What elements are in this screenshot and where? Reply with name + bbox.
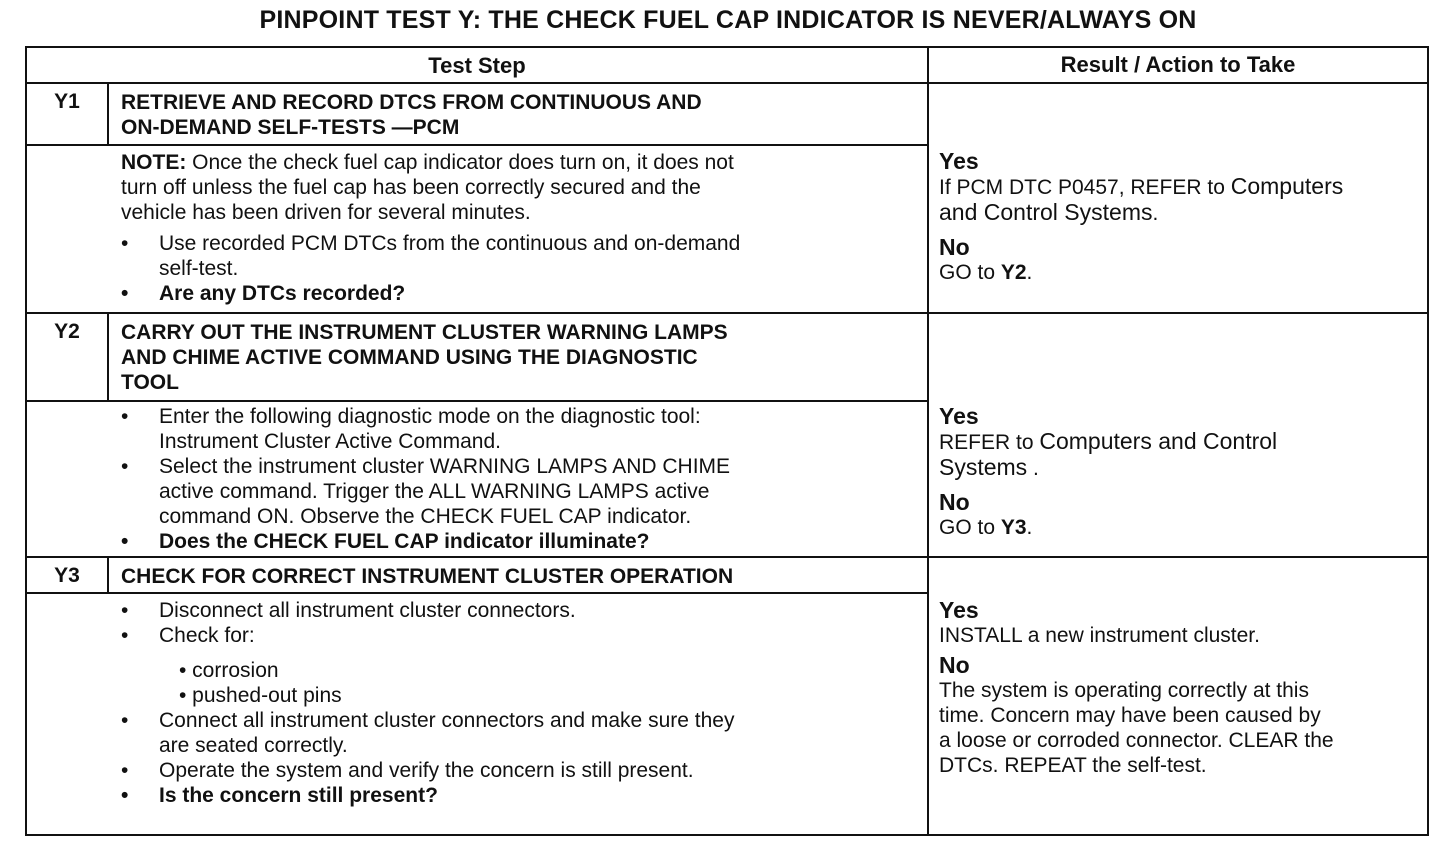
list-item-line: • Disconnect all instrument cluster connectors. — [159, 599, 576, 622]
list-item-question — [121, 281, 911, 306]
list-item-question — [121, 529, 911, 554]
goto-step-link[interactable]: Y2 — [1000, 261, 1027, 284]
step-id-y2: Y2 — [54, 320, 80, 343]
step-body-y3 — [121, 598, 911, 808]
step-title-line: CARRY OUT THE INSTRUMENT CLUSTER WARNING LAMPS — [121, 321, 728, 344]
goto-step-link[interactable]: Y3 — [1000, 516, 1027, 539]
reference-link[interactable]: Systems — [939, 454, 1028, 480]
list-item-line: Instrument Cluster Active Command. — [159, 430, 501, 453]
yes-text — [939, 455, 1427, 481]
no-text-part: . — [1026, 261, 1033, 284]
title-divider — [27, 592, 927, 594]
list-item — [121, 454, 911, 529]
list-item-line: active command. Trigger the ALL WARNING LAMPS active — [159, 480, 710, 503]
list-item-line: • Select the instrument cluster WARNING LAMPS AND CHIME — [159, 455, 731, 478]
no-text-line: The system is operating correctly at this — [939, 679, 1309, 702]
list-item — [121, 231, 911, 281]
step-id-y3: Y3 — [54, 564, 80, 587]
header-divider — [27, 82, 1427, 84]
step-body-y1 — [121, 150, 911, 306]
note-line: turn off unless the fuel cap has been correctly secured and the — [121, 176, 701, 199]
no-label: No — [939, 652, 970, 678]
header-result: Result / Action to Take — [1060, 52, 1296, 77]
no-text-line: DTCs. REPEAT the self-test. — [939, 754, 1207, 777]
step-title-line: AND CHIME ACTIVE COMMAND USING THE DIAGNOSTIC — [121, 346, 698, 369]
list-item-line: • Does the CHECK FUEL CAP indicator illuminate? — [159, 530, 650, 553]
no-text — [939, 515, 1427, 540]
step-title-line: RETRIEVE AND RECORD DTCS FROM CONTINUOUS AND — [121, 91, 702, 114]
list-item — [121, 623, 911, 648]
list-item-question — [121, 783, 911, 808]
note-text — [121, 150, 911, 175]
reference-link[interactable]: and Control Systems — [939, 199, 1153, 225]
step-id-y1: Y1 — [54, 90, 80, 113]
list-item — [121, 598, 911, 623]
reference-link[interactable]: Computers — [1230, 173, 1344, 199]
column-divider — [927, 48, 929, 834]
no-text-part: GO to — [939, 261, 1001, 284]
yes-label: Yes — [939, 403, 979, 429]
list-item-line: • Is the concern still present? — [159, 784, 438, 807]
yes-text — [939, 174, 1427, 200]
list-item-line: • Are any DTCs recorded? — [159, 282, 406, 305]
pinpoint-test-table — [25, 46, 1429, 836]
yes-text-part: . — [1027, 457, 1039, 480]
header-test-step: Test Step — [428, 53, 526, 78]
no-text-part: GO to — [939, 516, 1001, 539]
page-title: PINPOINT TEST Y: THE CHECK FUEL CAP INDICATOR IS NEVER/ALWAYS ON — [259, 6, 1197, 34]
yes-text — [939, 429, 1427, 455]
row-divider — [27, 312, 1427, 314]
list-item-line: • Operate the system and verify the concern is still present. — [159, 759, 694, 782]
note-line: Once the check fuel cap indicator does turn on, it does not — [186, 151, 734, 174]
yes-text — [939, 200, 1427, 226]
yes-label: Yes — [939, 597, 979, 623]
list-item-line: command ON. Observe the CHECK FUEL CAP indicator. — [159, 505, 692, 528]
row-divider — [27, 556, 1427, 558]
list-item — [121, 404, 911, 454]
list-item-line: self-test. — [159, 257, 239, 280]
yes-text-part: If PCM DTC P0457, REFER to — [939, 176, 1231, 199]
yes-label: Yes — [939, 148, 979, 174]
list-item-line: • Connect all instrument cluster connectors and make sure they — [159, 709, 735, 732]
list-item-line: • Enter the following diagnostic mode on the diagnostic tool: — [159, 405, 701, 428]
list-item — [121, 708, 911, 758]
result-y2 — [939, 403, 1427, 540]
no-text-part: . — [1026, 516, 1033, 539]
step-body-y2 — [121, 404, 911, 554]
sub-list-item: • pushed-out pins — [179, 684, 342, 707]
step-title-line: ON-DEMAND SELF-TESTS —PCM — [121, 116, 460, 139]
step-title-y3 — [121, 564, 911, 589]
no-text-line: time. Concern may have been caused by — [939, 704, 1321, 727]
step-title-line: TOOL — [121, 371, 179, 394]
step-id-divider — [107, 84, 109, 146]
note-label: NOTE: — [121, 151, 187, 174]
reference-link[interactable]: Computers and Control — [1039, 428, 1278, 454]
result-y3 — [939, 597, 1427, 778]
title-divider — [27, 144, 927, 146]
yes-text-part: . — [1152, 202, 1159, 225]
yes-text-part: REFER to — [939, 431, 1040, 454]
list-item-line: are seated correctly. — [159, 734, 348, 757]
step-title-y1 — [121, 90, 911, 140]
yes-text: INSTALL a new instrument cluster. — [939, 624, 1260, 647]
list-item-line: • Use recorded PCM DTCs from the continuous and on-demand — [159, 232, 741, 255]
step-id-divider — [107, 314, 109, 402]
no-label: No — [939, 234, 970, 260]
no-text-line: a loose or corroded connector. CLEAR the — [939, 729, 1334, 752]
list-item-line: • Check for: — [159, 624, 255, 647]
note-line: vehicle has been driven for several minutes. — [121, 201, 531, 224]
list-item — [121, 758, 911, 783]
step-title-y2 — [121, 320, 911, 395]
title-divider — [27, 400, 927, 402]
sub-list-item: • corrosion — [179, 659, 279, 682]
no-label: No — [939, 489, 970, 515]
no-text — [939, 260, 1427, 285]
step-title-line: CHECK FOR CORRECT INSTRUMENT CLUSTER OPERATION — [121, 565, 734, 588]
result-y1 — [939, 148, 1427, 285]
step-id-divider — [107, 558, 109, 594]
